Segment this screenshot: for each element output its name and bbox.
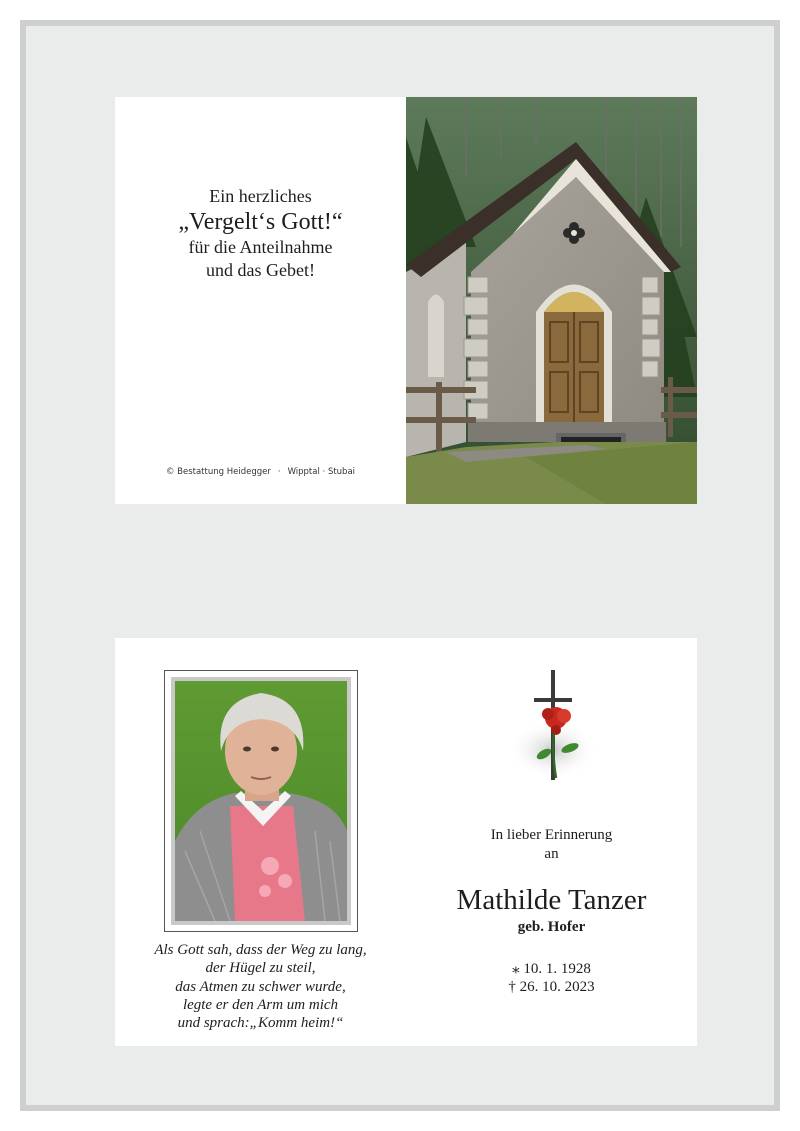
memorial-poem bbox=[115, 941, 406, 1032]
birth-name: geb. Hofer bbox=[517, 919, 586, 935]
death-date: † 26. 10. 2023 bbox=[508, 979, 595, 995]
publisher-credit bbox=[115, 467, 406, 477]
chapel-photo bbox=[406, 97, 697, 504]
portrait-frame bbox=[164, 670, 358, 932]
memory-intro-line-2: an bbox=[544, 846, 559, 862]
birth-date: ⁎ 10. 1. 1928 bbox=[512, 961, 591, 977]
poem-line: Als Gott sah, dass der Weg zu lang, bbox=[154, 942, 367, 958]
portrait-photo bbox=[171, 677, 351, 925]
thanks-line-4: und das Gebet! bbox=[206, 260, 315, 280]
thanks-line-1: Ein herzliches bbox=[209, 186, 312, 206]
memory-intro-line-1: In lieber Erinnerung bbox=[490, 827, 613, 843]
cross-rose-icon bbox=[508, 670, 608, 795]
life-dates bbox=[406, 960, 697, 996]
thanks-line-3: für die Anteilnahme bbox=[188, 237, 333, 257]
memorial-card bbox=[115, 638, 697, 1046]
publisher-name: © Bestattung Heidegger bbox=[165, 467, 271, 477]
page-frame bbox=[20, 20, 780, 1111]
poem-line: das Atmen zu schwer wurde, bbox=[175, 978, 346, 995]
poem-line: legte er den Arm um mich bbox=[182, 996, 339, 1013]
thank-you-text bbox=[115, 185, 406, 282]
thanks-line-2: „Vergelt‘s Gott!“ bbox=[178, 209, 343, 235]
poem-line: der Hügel zu steil, bbox=[205, 960, 316, 977]
deceased-name: Mathilde Tanzer bbox=[456, 884, 647, 916]
thank-you-card bbox=[115, 97, 697, 504]
poem-line: und sprach:„Komm heim!“ bbox=[177, 1015, 344, 1032]
memory-intro bbox=[406, 826, 697, 864]
publisher-region: Wipptal · Stubai bbox=[287, 467, 356, 477]
credit-separator: · bbox=[277, 467, 281, 477]
